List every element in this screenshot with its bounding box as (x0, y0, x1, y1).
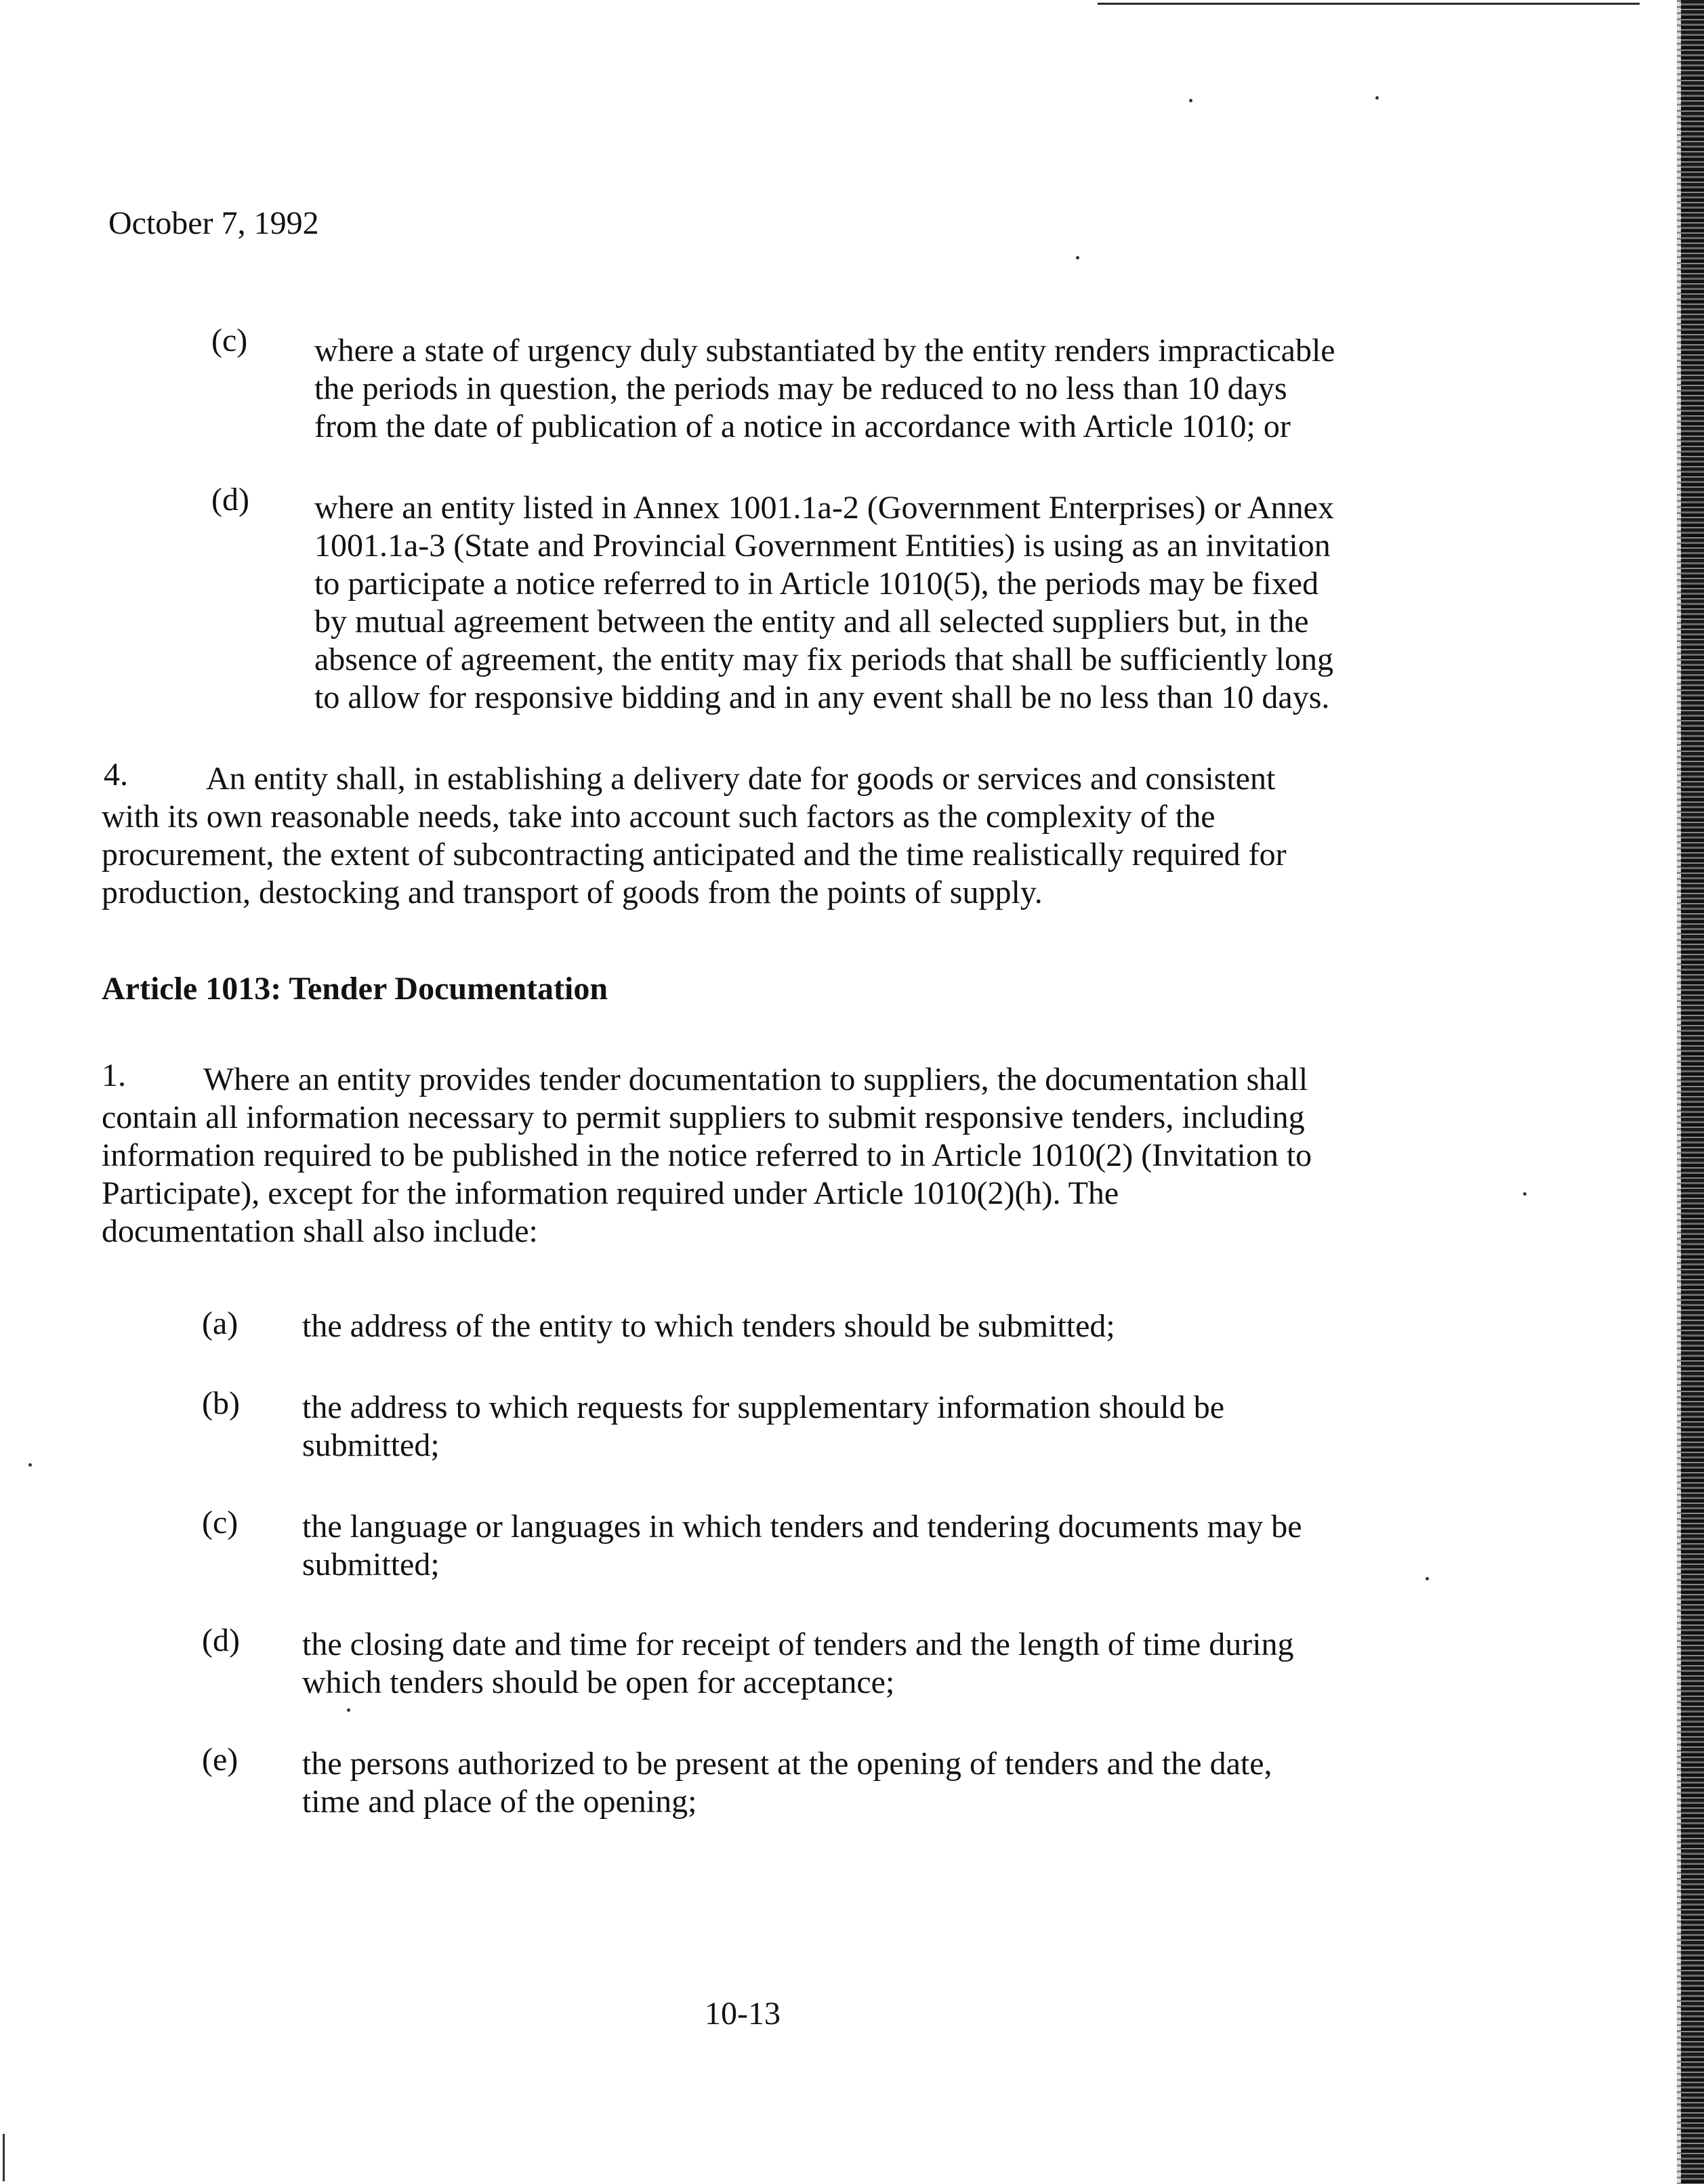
item-d-line-1: where an entity listed in Annex 1001.1a-2 (Government Enterprises) or Annex (314, 490, 1334, 526)
article-paragraph-1-line-5: documentation shall also include: (102, 1213, 538, 1249)
tender-item-label-e: (e) (202, 1742, 238, 1778)
tender-item-d-line-1: the closing date and time for receipt of tenders and the length of time during (302, 1626, 1294, 1662)
scan-left-mark (3, 2134, 5, 2181)
article-paragraph-1-number: 1. (102, 1057, 126, 1093)
item-label-d: (d) (211, 482, 249, 518)
tender-item-d-line-2: which tenders should be open for acceptance; (302, 1664, 895, 1700)
tender-item-e-line-1: the persons authorized to be present at the opening of tenders and the date, (302, 1746, 1272, 1782)
paragraph-4-line-1: An entity shall, in establishing a delivery date for goods or services and consistent (206, 761, 1276, 797)
article-paragraph-1-line-3: information required to be published in the notice referred to in Article 1010(2) (Invitation to (102, 1137, 1312, 1173)
item-c-line-2: the periods in question, the periods may be reduced to no less than 10 days (314, 371, 1287, 406)
tender-item-b-line-2: submitted; (302, 1427, 440, 1463)
article-heading: Article 1013: Tender Documentation (102, 971, 608, 1007)
scan-speck (347, 1708, 350, 1712)
item-d-line-3: to participate a notice referred to in Article 1010(5), the periods may be fixed (314, 566, 1319, 602)
tender-item-label-b: (b) (202, 1385, 240, 1421)
scan-right-edge (1681, 0, 1704, 2184)
tender-item-c-line-2: submitted; (302, 1547, 440, 1582)
paragraph-4-line-2: with its own reasonable needs, take into account such factors as the complexity of the (102, 799, 1215, 835)
article-paragraph-1-line-2: contain all information necessary to permit suppliers to submit responsive tenders, including (102, 1099, 1305, 1135)
tender-item-b-line-1: the address to which requests for supplementary information should be (302, 1389, 1225, 1425)
page-number: 10-13 (705, 1996, 781, 2032)
scan-speck (1426, 1577, 1429, 1580)
scan-speck (1189, 99, 1192, 102)
tender-item-c-line-1: the language or languages in which tenders and tendering documents may be (302, 1509, 1302, 1545)
tender-item-e-line-2: time and place of the opening; (302, 1784, 697, 1820)
scan-top-rule (1098, 3, 1640, 5)
tender-item-a-line-1: the address of the entity to which tenders should be submitted; (302, 1308, 1115, 1344)
tender-item-label-c: (c) (202, 1505, 238, 1540)
scan-speck (28, 1463, 32, 1467)
tender-item-label-a: (a) (202, 1305, 238, 1341)
item-c-line-1: where a state of urgency duly substantiated by the entity renders impracticable (314, 333, 1335, 369)
item-d-line-4: by mutual agreement between the entity and all selected suppliers but, in the (314, 604, 1309, 639)
scan-speck (1375, 96, 1379, 100)
tender-item-label-d: (d) (202, 1622, 240, 1658)
item-label-c: (c) (211, 322, 248, 358)
item-d-line-5: absence of agreement, the entity may fix periods that shall be sufficiently long (314, 642, 1333, 677)
paragraph-4-number: 4. (104, 757, 128, 793)
scan-speck (1523, 1192, 1526, 1196)
document-date: October 7, 1992 (108, 205, 319, 241)
scan-speck (1076, 256, 1079, 259)
article-paragraph-1-line-4: Participate), except for the information required under Article 1010(2)(h). The (102, 1175, 1119, 1211)
item-d-line-6: to allow for responsive bidding and in any event shall be no less than 10 days. (314, 679, 1330, 715)
article-paragraph-1-line-1: Where an entity provides tender documentation to suppliers, the documentation shall (203, 1062, 1308, 1097)
paragraph-4-line-3: procurement, the extent of subcontracting anticipated and the time realistically required for (102, 837, 1287, 873)
item-c-line-3: from the date of publication of a notice in accordance with Article 1010; or (314, 408, 1291, 444)
item-d-line-2: 1001.1a-3 (State and Provincial Government Entities) is using as an invitation (314, 528, 1331, 564)
paragraph-4-line-4: production, destocking and transport of goods from the points of supply. (102, 875, 1043, 910)
